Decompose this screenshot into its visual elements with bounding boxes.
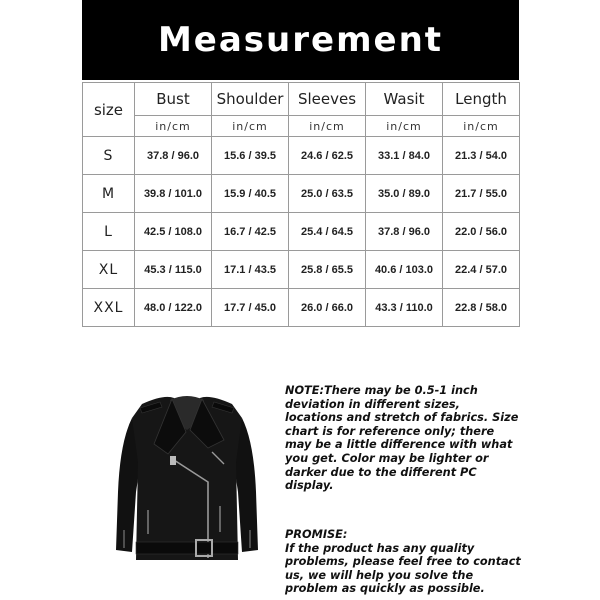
table-cell: 39.8 / 101.0 — [135, 175, 212, 213]
table-cell: 33.1 / 84.0 — [366, 137, 443, 175]
table-row — [83, 137, 520, 175]
table-row — [83, 213, 520, 251]
unit-label: in/cm — [135, 116, 212, 137]
unit-label: in/cm — [212, 116, 289, 137]
size-cell: S — [83, 137, 135, 175]
table-cell: 40.6 / 103.0 — [366, 251, 443, 289]
size-cell: XXL — [83, 289, 135, 327]
table-cell: 25.4 / 64.5 — [289, 213, 366, 251]
table-cell: 24.6 / 62.5 — [289, 137, 366, 175]
table-cell: 15.6 / 39.5 — [212, 137, 289, 175]
column-header-waist: Wasit — [366, 83, 443, 116]
jacket-product-image — [112, 382, 262, 578]
table-row — [83, 175, 520, 213]
size-cell: XL — [83, 251, 135, 289]
size-chart-table — [82, 82, 520, 327]
table-cell: 22.0 / 56.0 — [443, 213, 520, 251]
note-text-block — [285, 384, 520, 493]
title-banner — [82, 0, 519, 80]
table-row — [83, 251, 520, 289]
promise-text-block — [285, 528, 525, 596]
column-header-bust: Bust — [135, 83, 212, 116]
promise-text: If the product has any quality problems, please feel free to contact us, we will help you solve the problem as quickly as possible. — [285, 541, 521, 596]
table-cell: 26.0 / 66.0 — [289, 289, 366, 327]
unit-label: in/cm — [366, 116, 443, 137]
table-cell: 25.8 / 65.5 — [289, 251, 366, 289]
size-column-header: size — [83, 83, 135, 137]
table-cell: 37.8 / 96.0 — [135, 137, 212, 175]
unit-label: in/cm — [443, 116, 520, 137]
table-cell: 21.7 / 55.0 — [443, 175, 520, 213]
table-cell: 35.0 / 89.0 — [366, 175, 443, 213]
note-text: NOTE:There may be 0.5-1 inch deviation in different sizes, locations and stretch of fabrics. Size chart is for reference only; there may be a little difference with what you get. Color may be lighter or darker due to the different PC display. — [285, 384, 519, 493]
table-cell: 21.3 / 54.0 — [443, 137, 520, 175]
size-cell: M — [83, 175, 135, 213]
table-cell: 17.7 / 45.0 — [212, 289, 289, 327]
column-header-length: Length — [443, 83, 520, 116]
table-cell: 45.3 / 115.0 — [135, 251, 212, 289]
page-title: Measurement — [157, 20, 444, 60]
header-row — [83, 83, 520, 116]
table-cell: 43.3 / 110.0 — [366, 289, 443, 327]
table-cell: 25.0 / 63.5 — [289, 175, 366, 213]
table-cell: 15.9 / 40.5 — [212, 175, 289, 213]
promise-heading: PROMISE: — [285, 528, 348, 541]
table-cell: 37.8 / 96.0 — [366, 213, 443, 251]
column-header-shoulder: Shoulder — [212, 83, 289, 116]
table-cell: 22.8 / 58.0 — [443, 289, 520, 327]
table-cell: 16.7 / 42.5 — [212, 213, 289, 251]
column-header-sleeves: Sleeves — [289, 83, 366, 116]
unit-row — [83, 116, 520, 137]
table-row — [83, 289, 520, 327]
unit-label: in/cm — [289, 116, 366, 137]
table-cell: 48.0 / 122.0 — [135, 289, 212, 327]
table-cell: 22.4 / 57.0 — [443, 251, 520, 289]
size-cell: L — [83, 213, 135, 251]
table-cell: 17.1 / 43.5 — [212, 251, 289, 289]
table-cell: 42.5 / 108.0 — [135, 213, 212, 251]
